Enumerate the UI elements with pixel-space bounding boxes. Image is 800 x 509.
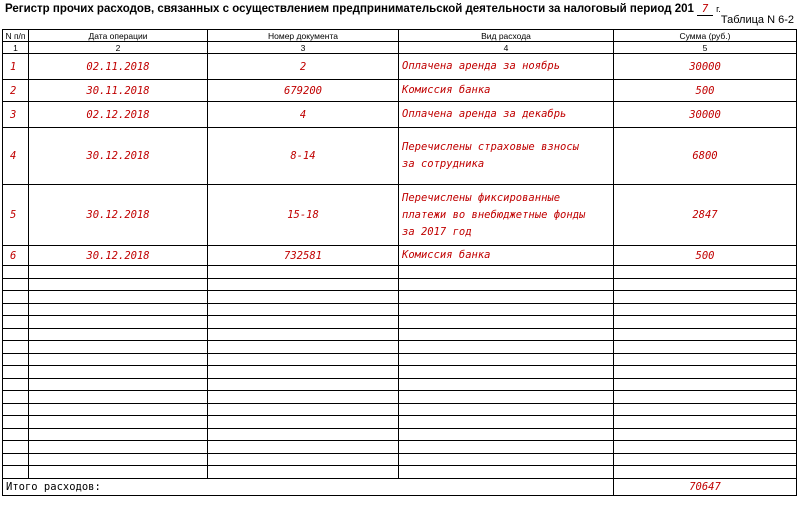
empty-cell	[208, 378, 399, 391]
empty-row	[3, 353, 797, 366]
empty-cell	[614, 291, 797, 304]
empty-row	[3, 366, 797, 379]
empty-row	[3, 378, 797, 391]
empty-cell	[3, 403, 29, 416]
empty-cell	[399, 416, 614, 429]
empty-cell	[208, 266, 399, 279]
table-header-row	[3, 30, 797, 42]
empty-cell	[614, 353, 797, 366]
empty-cell	[208, 353, 399, 366]
empty-cell	[399, 353, 614, 366]
empty-cell	[399, 328, 614, 341]
empty-cell	[3, 441, 29, 454]
empty-cell	[3, 391, 29, 404]
empty-cell	[208, 366, 399, 379]
column-header-number: N п/п	[3, 30, 29, 42]
table-row	[3, 185, 797, 246]
empty-cell	[399, 453, 614, 466]
empty-cell	[614, 466, 797, 479]
empty-cell	[29, 441, 208, 454]
empty-row	[3, 291, 797, 304]
expense-type-line: Перечислены страховые взносы	[402, 141, 580, 153]
empty-cell	[29, 366, 208, 379]
empty-cell	[29, 341, 208, 354]
document-number: 679200	[208, 80, 399, 102]
expense-type	[399, 102, 614, 128]
empty-cell	[614, 428, 797, 441]
empty-cell	[3, 266, 29, 279]
empty-cell	[3, 416, 29, 429]
empty-cell	[399, 316, 614, 329]
empty-cell	[29, 303, 208, 316]
expense-type	[399, 128, 614, 185]
empty-cell	[614, 328, 797, 341]
empty-cell	[614, 391, 797, 404]
document-number: 732581	[208, 246, 399, 266]
operation-date: 02.11.2018	[29, 54, 208, 80]
register-title	[5, 3, 721, 16]
empty-row	[3, 316, 797, 329]
empty-cell	[3, 291, 29, 304]
empty-cell	[3, 328, 29, 341]
empty-cell	[399, 378, 614, 391]
empty-cell	[614, 416, 797, 429]
empty-cell	[614, 378, 797, 391]
empty-cell	[399, 278, 614, 291]
empty-row	[3, 416, 797, 429]
empty-cell	[208, 291, 399, 304]
expense-type-line: Оплачена аренда за декабрь	[402, 108, 567, 120]
empty-cell	[29, 428, 208, 441]
expense-type-line: за 2017 год	[402, 225, 472, 238]
empty-row	[3, 391, 797, 404]
empty-cell	[3, 353, 29, 366]
empty-cell	[614, 441, 797, 454]
empty-cell	[208, 428, 399, 441]
row-number: 4	[3, 128, 29, 185]
column-number: 3	[208, 42, 399, 54]
empty-cell	[3, 466, 29, 479]
table-number-label: Таблица N 6-2	[720, 14, 794, 26]
expense-amount: 6800	[614, 128, 797, 185]
row-number: 3	[3, 102, 29, 128]
empty-cell	[29, 328, 208, 341]
expense-type	[399, 80, 614, 102]
empty-cell	[29, 466, 208, 479]
empty-cell	[614, 453, 797, 466]
total-row	[3, 478, 797, 495]
year-suffix: г.	[716, 4, 721, 14]
empty-cell	[3, 453, 29, 466]
document-number: 8-14	[208, 128, 399, 185]
empty-cell	[3, 378, 29, 391]
empty-cell	[3, 366, 29, 379]
expense-amount: 2847	[614, 185, 797, 246]
empty-cell	[29, 403, 208, 416]
total-label: Итого расходов:	[3, 478, 614, 495]
expense-type-line: Перечислены фиксированные	[402, 191, 561, 204]
empty-row	[3, 428, 797, 441]
column-header-expense-type: Вид расхода	[399, 30, 614, 42]
empty-row	[3, 266, 797, 279]
year-fill-field: 7	[697, 3, 713, 16]
empty-row	[3, 341, 797, 354]
empty-cell	[614, 278, 797, 291]
operation-date: 30.12.2018	[29, 128, 208, 185]
row-number: 2	[3, 80, 29, 102]
empty-cell	[399, 441, 614, 454]
empty-cell	[3, 341, 29, 354]
empty-cell	[3, 303, 29, 316]
empty-cell	[399, 391, 614, 404]
document-number: 4	[208, 102, 399, 128]
empty-cell	[208, 403, 399, 416]
column-header-date: Дата операции	[29, 30, 208, 42]
row-number: 6	[3, 246, 29, 266]
empty-cell	[29, 291, 208, 304]
empty-cell	[399, 466, 614, 479]
empty-cell	[614, 266, 797, 279]
empty-cell	[614, 303, 797, 316]
operation-date: 30.12.2018	[29, 246, 208, 266]
table-row	[3, 128, 797, 185]
empty-cell	[29, 416, 208, 429]
empty-cell	[208, 391, 399, 404]
column-header-document: Номер документа	[208, 30, 399, 42]
empty-cell	[614, 366, 797, 379]
empty-cell	[399, 366, 614, 379]
empty-cell	[399, 403, 614, 416]
empty-cell	[3, 278, 29, 291]
expense-type	[399, 54, 614, 80]
operation-date: 02.12.2018	[29, 102, 208, 128]
empty-cell	[208, 416, 399, 429]
empty-cell	[614, 403, 797, 416]
empty-row	[3, 441, 797, 454]
empty-cell	[208, 316, 399, 329]
empty-cell	[3, 428, 29, 441]
empty-cell	[399, 291, 614, 304]
empty-cell	[399, 428, 614, 441]
expense-register-table	[2, 29, 797, 496]
operation-date: 30.12.2018	[29, 185, 208, 246]
empty-cell	[399, 341, 614, 354]
expense-type-line: Комиссия банка	[402, 84, 491, 96]
expense-type	[399, 185, 614, 246]
expense-type-line: платежи во внебюджетные фонды	[402, 208, 586, 221]
total-amount: 70647	[614, 478, 797, 495]
empty-cell	[208, 278, 399, 291]
expense-amount: 500	[614, 246, 797, 266]
column-number: 4	[399, 42, 614, 54]
column-number: 1	[3, 42, 29, 54]
empty-cell	[208, 466, 399, 479]
expense-amount: 30000	[614, 54, 797, 80]
table-row	[3, 102, 797, 128]
empty-cell	[614, 341, 797, 354]
empty-cell	[399, 303, 614, 316]
table-row	[3, 54, 797, 80]
empty-cell	[208, 341, 399, 354]
empty-cell	[29, 353, 208, 366]
empty-cell	[614, 316, 797, 329]
empty-cell	[29, 391, 208, 404]
expense-type-line: Оплачена аренда за ноябрь	[402, 60, 561, 72]
column-numbers-row	[3, 42, 797, 54]
empty-row	[3, 403, 797, 416]
empty-cell	[29, 453, 208, 466]
empty-cell	[399, 266, 614, 279]
empty-cell	[208, 453, 399, 466]
empty-cell	[208, 303, 399, 316]
table-row	[3, 246, 797, 266]
empty-cell	[29, 278, 208, 291]
expense-type-line: Комиссия банка	[402, 249, 491, 261]
row-number: 5	[3, 185, 29, 246]
register-title-text: Регистр прочих расходов, связанных с осуществлением предпринимательской деятельности за налоговый период 201	[5, 3, 694, 15]
empty-row	[3, 303, 797, 316]
document-number: 2	[208, 54, 399, 80]
empty-cell	[3, 316, 29, 329]
expense-type	[399, 246, 614, 266]
operation-date: 30.11.2018	[29, 80, 208, 102]
expense-amount: 500	[614, 80, 797, 102]
document-number: 15-18	[208, 185, 399, 246]
expense-type-line: за сотрудника	[402, 158, 485, 170]
empty-row	[3, 328, 797, 341]
column-number: 5	[614, 42, 797, 54]
empty-cell	[29, 316, 208, 329]
empty-cell	[208, 328, 399, 341]
row-number: 1	[3, 54, 29, 80]
empty-row	[3, 278, 797, 291]
column-number: 2	[29, 42, 208, 54]
empty-cell	[29, 266, 208, 279]
empty-cell	[208, 441, 399, 454]
column-header-amount: Сумма (руб.)	[614, 30, 797, 42]
empty-row	[3, 453, 797, 466]
expense-amount: 30000	[614, 102, 797, 128]
table-row	[3, 80, 797, 102]
empty-cell	[29, 378, 208, 391]
empty-row	[3, 466, 797, 479]
